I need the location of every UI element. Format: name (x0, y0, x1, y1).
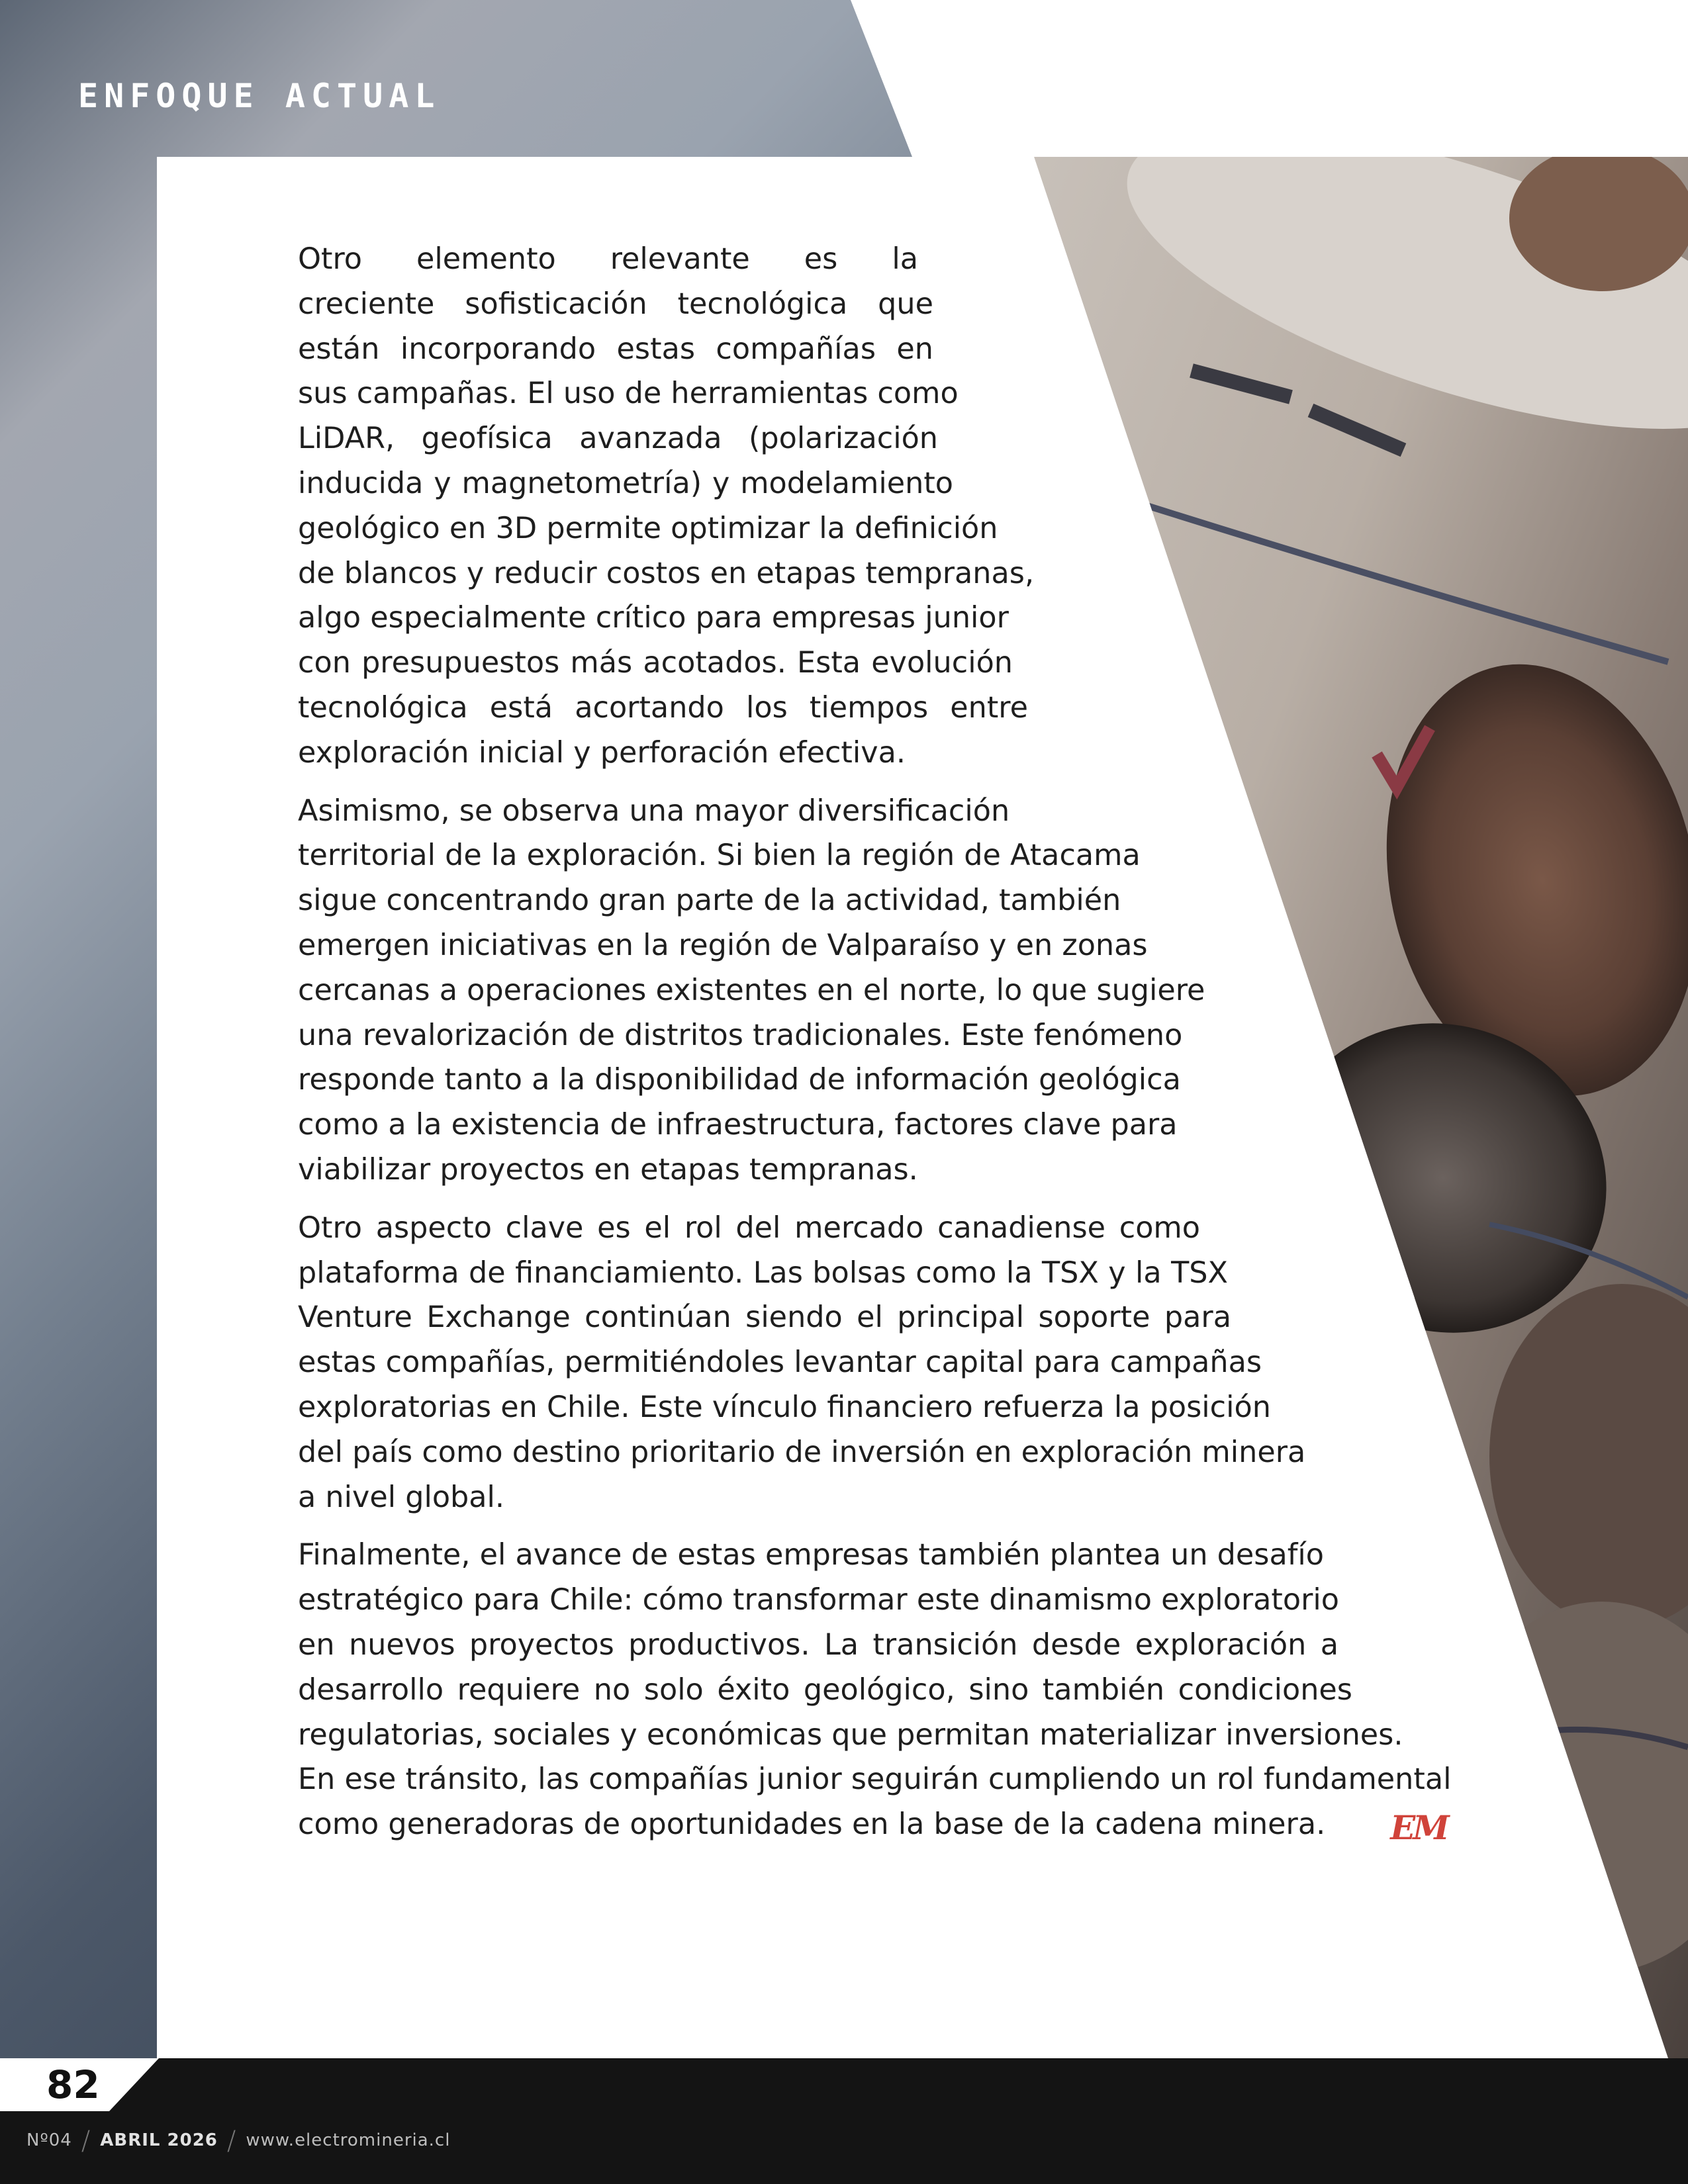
article-line: emergen iniciativas en la región de Valparaíso y en zonas (298, 928, 1148, 962)
page-number: 82 (46, 2062, 100, 2107)
article-line: en nuevos proyectos productivos. La transición desde exploración a (298, 1627, 1338, 1662)
article-paragraph-1 (245, 237, 1383, 776)
article-line: estas compañías, permitiéndoles levantar capital para campañas (298, 1345, 1262, 1380)
article-line: están incorporando estas compañías en (298, 332, 933, 366)
article-line: sus campañas. El uso de herramientas como (298, 377, 959, 411)
article-line: territorial de la exploración. Si bien la región de Atacama (298, 839, 1141, 873)
article-line: Venture Exchange continúan siendo el principal soporte para (298, 1300, 1231, 1335)
article-body (245, 237, 1452, 1864)
article-paragraph-2 (245, 789, 1383, 1193)
article-line: estratégico para Chile: cómo transformar este dinamismo exploratorio (298, 1583, 1339, 1617)
article-line: responde tanto a la disponibilidad de información geológica (298, 1063, 1181, 1097)
article-line: Otro elemento relevante es la (298, 242, 918, 276)
article-line: del país como destino prioritario de inversión en exploración minera (298, 1435, 1306, 1469)
footer-separator: / (81, 2126, 91, 2156)
article-line: una revalorización de distritos tradicionales. Este fenómeno (298, 1018, 1183, 1052)
article-line: viabilizar proyectos en etapas tempranas. (298, 1152, 918, 1187)
article-line: regulatorias, sociales y económicas que permitan materializar inversiones. (298, 1717, 1403, 1752)
article-line: Otro aspecto clave es el rol del mercado canadiense como (298, 1210, 1200, 1245)
footer-info (26, 2126, 450, 2156)
em-end-mark: EM (1390, 1808, 1447, 1848)
article-line: creciente sofisticación tecnológica que (298, 287, 933, 321)
section-label: ENFOQUE ACTUAL (78, 77, 441, 115)
article-line (245, 1802, 1447, 1850)
article-line: geológico en 3D permite optimizar la definición (298, 511, 998, 545)
article-line: plataforma de financiamiento. Las bolsas como la TSX y la TSX (298, 1255, 1228, 1290)
article-line: sigue concentrando gran parte de la actividad, también (298, 884, 1121, 918)
issue-date: ABRIL 2026 (100, 2130, 218, 2150)
article-line: LiDAR, geofísica avanzada (polarización (298, 422, 938, 456)
article-line: Asimismo, se observa una mayor diversificación (298, 794, 1010, 828)
article-paragraph-4 (245, 1533, 1452, 1850)
article-line: exploración inicial y perforación efectiva. (298, 735, 906, 770)
article-line: exploratorias en Chile. Este vínculo financiero refuerza la posición (298, 1390, 1271, 1424)
article-line: con presupuestos más acotados. Esta evolución (298, 646, 1013, 680)
issue-number: Nº04 (26, 2130, 72, 2150)
footer-separator: / (226, 2126, 237, 2156)
article-line: cercanas a operaciones existentes en el norte, lo que sugiere (298, 973, 1205, 1007)
article-line: como a la existencia de infraestructura, factores clave para (298, 1108, 1178, 1142)
article-paragraph-3 (245, 1206, 1383, 1520)
article-last-line-text: como generadoras de oportunidades en la base de la cadena minera. (298, 1807, 1326, 1842)
article-line: de blancos y reducir costos en etapas tempranas, (298, 556, 1035, 590)
article-line: desarrollo requiere no solo éxito geológico, sino también condiciones (298, 1672, 1352, 1707)
footer-bar (0, 2058, 1688, 2184)
article-line: a nivel global. (298, 1480, 505, 1514)
article-line: tecnológica está acortando los tiempos entre (298, 690, 1028, 725)
article-line: En ese tránsito, las compañías junior seguirán cumpliendo un rol fundamental (298, 1762, 1452, 1797)
article-line: algo especialmente crítico para empresas junior (298, 601, 1009, 635)
article-line: Finalmente, el avance de estas empresas también plantea un desafío (298, 1538, 1325, 1572)
website-link[interactable]: www.electromineria.cl (246, 2130, 451, 2150)
article-line: inducida y magnetometría) y modelamiento (298, 466, 953, 500)
